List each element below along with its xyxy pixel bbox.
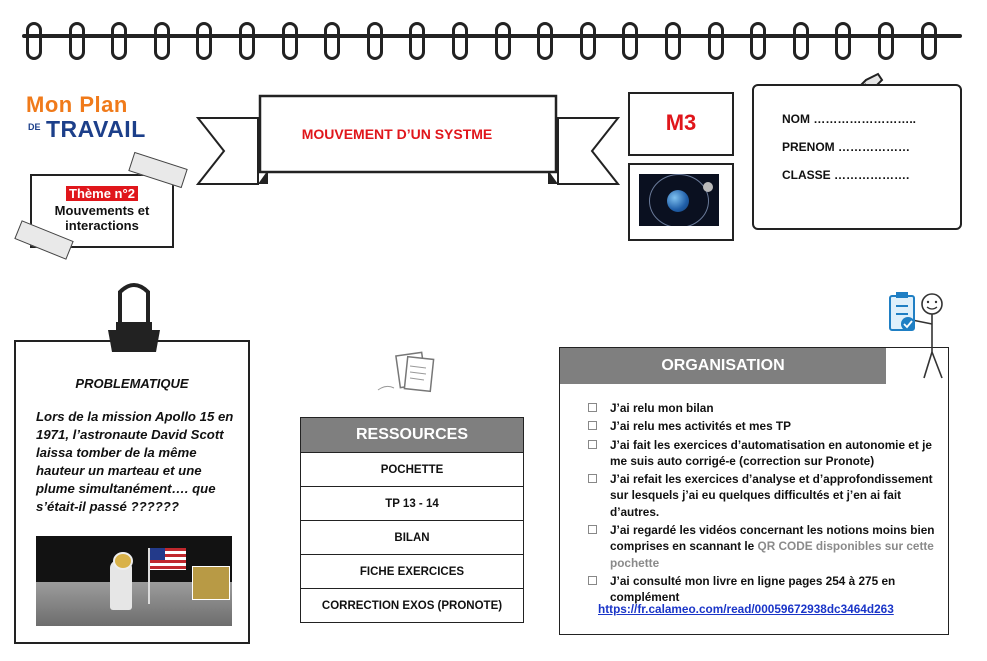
theme-text: Mouvements et interactions — [54, 203, 150, 233]
organisation-header: ORGANISATION — [560, 348, 886, 384]
logo-de: DE — [28, 122, 41, 132]
spiral-ring — [452, 22, 468, 60]
checklist-item[interactable]: J’ai fait les exercices d’automatisation en autonomie et je me suis auto corrigé-e (correction sur Pronote) — [588, 437, 942, 470]
spiral-ring — [793, 22, 809, 60]
spiral-ring — [324, 22, 340, 60]
spiral-ring — [367, 22, 383, 60]
resource-fiche-exercices[interactable]: FICHE EXERCICES — [301, 554, 523, 588]
checklist-item[interactable]: J’ai relu mon bilan — [588, 400, 942, 416]
calameo-link[interactable]: https://fr.calameo.com/read/00059672938dc3464d263 — [598, 602, 894, 616]
spiral-ring — [580, 22, 596, 60]
earth-moon-photo — [628, 163, 734, 241]
earth-image — [667, 190, 689, 212]
resource-correction[interactable]: CORRECTION EXOS (PRONOTE) — [301, 588, 523, 622]
ribbon-shape — [196, 92, 620, 196]
checklist-item[interactable]: J’ai regardé les vidéos concernant les notions moins bien comprises en scannant le QR CODE disponibles sur cette pochette — [588, 522, 942, 571]
spiral-ring — [495, 22, 511, 60]
problem-label: PROBLEMATIQUE — [75, 376, 189, 391]
flag-image — [150, 548, 186, 570]
logo-line2: TRAVAIL — [46, 116, 146, 142]
banner-title: MOUVEMENT D’UN SYSTME — [301, 126, 493, 142]
problem-text: Lors de la mission Apollo 15 en 1971, l’astronaute David Scott laissa tomber de la même hauteur un marteau et une plume simultanément…. que s’était-il passé ?????? — [36, 409, 234, 514]
problem-note — [14, 340, 250, 644]
binder-clip-icon — [102, 282, 166, 354]
resources-header: RESSOURCES — [301, 418, 523, 452]
lunar-module-image — [192, 566, 230, 600]
theme-note — [30, 174, 174, 248]
student-identity-card — [752, 84, 962, 230]
spiral-ring — [708, 22, 724, 60]
title-banner — [196, 92, 620, 196]
checkbox-icon[interactable] — [588, 403, 597, 412]
checkbox-icon[interactable] — [588, 525, 597, 534]
checklist-item[interactable]: J’ai relu mes activités et mes TP — [588, 418, 942, 434]
documents-icon — [374, 350, 440, 398]
checklist-item[interactable]: J’ai consulté mon livre en ligne pages 254 à 275 en complément — [588, 573, 942, 606]
spiral-binding — [22, 14, 962, 64]
spiral-ring — [665, 22, 681, 60]
spiral-ring — [537, 22, 553, 60]
organisation-checklist — [588, 400, 942, 608]
theme-tag: Thème n°2 — [66, 186, 138, 201]
module-code-box — [628, 92, 734, 156]
resources-table — [300, 417, 524, 623]
spiral-ring — [196, 22, 212, 60]
mon-plan-de-travail-logo — [26, 92, 156, 144]
spiral-ring — [409, 22, 425, 60]
moon-image — [703, 182, 713, 192]
spiral-ring — [26, 22, 42, 60]
resource-tp[interactable]: TP 13 - 14 — [301, 486, 523, 520]
spiral-ring — [282, 22, 298, 60]
checkbox-icon[interactable] — [588, 474, 597, 483]
spiral-ring — [111, 22, 127, 60]
nom-field[interactable]: NOM …………………….. — [782, 112, 916, 126]
checklist-item[interactable]: J’ai refait les exercices d’analyse et d’approfondissement sur lesquels j’ai eu quelques difficultés et j’en ai fait d’autres. — [588, 471, 942, 520]
classe-field[interactable]: CLASSE ………………. — [782, 168, 910, 182]
checklist-person-icon — [884, 290, 954, 382]
qr-code-text: QR CODE — [757, 539, 813, 554]
apollo-moon-photo — [36, 536, 232, 626]
module-code: M3 — [665, 110, 697, 135]
prenom-field[interactable]: PRENOM ……………… — [782, 140, 911, 154]
astronaut-image — [110, 560, 132, 610]
spiral-ring — [750, 22, 766, 60]
spiral-ring — [239, 22, 255, 60]
checkbox-icon[interactable] — [588, 421, 597, 430]
spiral-ring — [622, 22, 638, 60]
resource-pochette[interactable]: POCHETTE — [301, 452, 523, 486]
checkbox-icon[interactable] — [588, 576, 597, 585]
spiral-ring — [154, 22, 170, 60]
checkbox-icon[interactable] — [588, 440, 597, 449]
spiral-ring — [878, 22, 894, 60]
spiral-ring — [69, 22, 85, 60]
spiral-ring — [835, 22, 851, 60]
organisation-panel — [559, 347, 949, 635]
resource-bilan[interactable]: BILAN — [301, 520, 523, 554]
logo-line1: Mon Plan — [26, 92, 128, 117]
spiral-ring — [921, 22, 937, 60]
